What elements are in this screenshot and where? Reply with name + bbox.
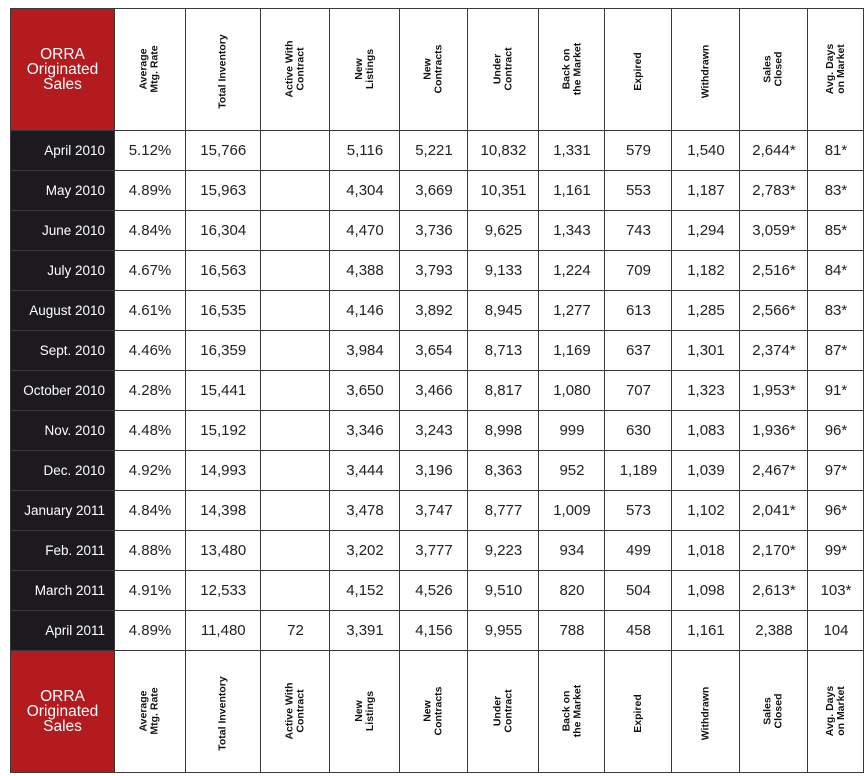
table-cell: 1,953* (740, 371, 808, 411)
column-header-label (633, 694, 644, 733)
column-header-label (825, 685, 847, 735)
column-header-line: Listings (363, 48, 376, 89)
table-cell: 14,398 (186, 491, 261, 531)
column-header-line: Contracts (432, 43, 445, 94)
table-cell: 1,169 (539, 331, 605, 371)
table-cell: 8,998 (468, 411, 539, 451)
table-cell: 709 (605, 251, 672, 291)
month-label: January 2011 (11, 491, 115, 531)
column-header-label (492, 47, 514, 90)
table-cell: 707 (605, 371, 672, 411)
table-cell: 1,161 (672, 611, 740, 651)
table-cell: 81* (808, 131, 864, 171)
table-cell: 1,189 (605, 451, 672, 491)
table-cell: 83* (808, 171, 864, 211)
table-cell: 4.88% (115, 531, 186, 571)
table-row (11, 211, 864, 251)
month-label: July 2010 (11, 251, 115, 291)
column-header-line: Active With (283, 39, 296, 98)
column-header-line: Total Inventory (216, 33, 229, 109)
column-header-line: New (352, 699, 365, 722)
month-label: June 2010 (11, 211, 115, 251)
table-cell: 1,540 (672, 131, 740, 171)
month-label: March 2011 (11, 571, 115, 611)
table-cell: 999 (539, 411, 605, 451)
table-row (11, 571, 864, 611)
top-column-header (330, 9, 400, 131)
column-header-label (354, 690, 376, 730)
table-cell: 820 (539, 571, 605, 611)
brand-text-line3: Sales (43, 718, 82, 735)
table-cell: 1,083 (672, 411, 740, 451)
table-cell: 8,363 (468, 451, 539, 491)
column-header-line: Average (138, 689, 150, 732)
table-cell: 91* (808, 371, 864, 411)
table-cell (261, 251, 330, 291)
column-header-label (354, 48, 376, 88)
table-cell: 4,146 (330, 291, 400, 331)
column-header-line: Under (491, 53, 504, 84)
column-header-label (423, 686, 445, 735)
table-cell: 99* (808, 531, 864, 571)
table-cell: 8,777 (468, 491, 539, 531)
table-cell: 3,793 (400, 251, 468, 291)
bottom-column-header (115, 651, 186, 773)
table-cell: 4,156 (400, 611, 468, 651)
table-cell: 1,224 (539, 251, 605, 291)
table-cell: 9,625 (468, 211, 539, 251)
table-cell: 4.48% (115, 411, 186, 451)
column-header-line: Back on (559, 48, 572, 89)
table-cell: 3,243 (400, 411, 468, 451)
table-cell: 9,223 (468, 531, 539, 571)
table-cell: 4,152 (330, 571, 400, 611)
table-cell: 10,351 (468, 171, 539, 211)
bottom-column-header (672, 651, 740, 773)
table-cell (261, 371, 330, 411)
column-header-line: Closed (772, 50, 785, 87)
bottom-column-header (468, 651, 539, 773)
column-header-line: Contract (502, 688, 515, 733)
month-label: October 2010 (11, 371, 115, 411)
table-cell: 13,480 (186, 531, 261, 571)
table-cell: 573 (605, 491, 672, 531)
table-cell: 5,116 (330, 131, 400, 171)
bottom-header-row (11, 651, 864, 773)
table-cell: 15,441 (186, 371, 261, 411)
table-cell: 630 (605, 411, 672, 451)
table-cell: 8,817 (468, 371, 539, 411)
table-cell: 4.89% (115, 171, 186, 211)
column-header-line: Expired (631, 693, 644, 733)
bottom-column-header (808, 651, 864, 773)
table-cell (261, 451, 330, 491)
column-header-label (763, 693, 785, 728)
table-cell: 97* (808, 451, 864, 491)
table-cell: 9,510 (468, 571, 539, 611)
top-column-header (672, 9, 740, 131)
table-cell: 1,285 (672, 291, 740, 331)
table-cell: 3,059* (740, 211, 808, 251)
column-header-label (825, 43, 847, 93)
column-header-label (218, 676, 229, 750)
table-cell: 952 (539, 451, 605, 491)
bottom-column-header (740, 651, 808, 773)
month-label: Dec. 2010 (11, 451, 115, 491)
table-cell: 2,644* (740, 131, 808, 171)
top-brand-cell (11, 9, 115, 131)
table-cell (261, 491, 330, 531)
table-cell: 3,984 (330, 331, 400, 371)
column-header-line: the Market (570, 684, 583, 737)
bottom-column-header (261, 651, 330, 773)
table-cell: 1,301 (672, 331, 740, 371)
brand-text-line1: ORRA (40, 688, 85, 705)
column-header-line: Contracts (432, 685, 445, 736)
table-row (11, 331, 864, 371)
table-cell: 87* (808, 331, 864, 371)
table-cell: 15,192 (186, 411, 261, 451)
sales-table-container (10, 8, 864, 773)
column-header-line: Sales (761, 54, 774, 83)
column-header-line: Contract (294, 46, 307, 91)
column-header-line: on Market (834, 43, 847, 94)
top-column-header (605, 9, 672, 131)
table-cell: 4.61% (115, 291, 186, 331)
table-cell (261, 531, 330, 571)
table-cell: 579 (605, 131, 672, 171)
column-header-line: Contract (502, 46, 515, 91)
table-cell: 4.89% (115, 611, 186, 651)
table-row (11, 251, 864, 291)
table-cell: 72 (261, 611, 330, 651)
table-cell: 1,182 (672, 251, 740, 291)
table-cell: 2,516* (740, 251, 808, 291)
table-cell: 1,098 (672, 571, 740, 611)
column-header-line: Withdrawn (699, 686, 712, 740)
column-header-line: Listings (363, 690, 376, 731)
table-cell: 458 (605, 611, 672, 651)
bottom-column-header (605, 651, 672, 773)
table-cell: 4.67% (115, 251, 186, 291)
column-header-label (423, 44, 445, 93)
column-header-line: Expired (631, 51, 644, 91)
table-cell: 788 (539, 611, 605, 651)
table-cell: 4.84% (115, 491, 186, 531)
table-cell: 3,777 (400, 531, 468, 571)
table-cell: 3,736 (400, 211, 468, 251)
column-header-line: New (421, 699, 434, 722)
column-header-label (561, 684, 583, 737)
top-column-header (468, 9, 539, 131)
column-header-line: New (421, 57, 434, 80)
table-cell: 3,346 (330, 411, 400, 451)
month-label: August 2010 (11, 291, 115, 331)
table-cell: 3,892 (400, 291, 468, 331)
table-cell: 5,221 (400, 131, 468, 171)
table-cell: 1,294 (672, 211, 740, 251)
table-cell: 103* (808, 571, 864, 611)
table-cell: 3,747 (400, 491, 468, 531)
column-header-line: Back on (559, 690, 572, 731)
table-row (11, 411, 864, 451)
table-cell: 1,936* (740, 411, 808, 451)
table-cell: 3,196 (400, 451, 468, 491)
table-cell: 9,133 (468, 251, 539, 291)
table-cell: 1,187 (672, 171, 740, 211)
table-cell: 11,480 (186, 611, 261, 651)
column-header-line: Under (491, 695, 504, 726)
table-cell: 5.12% (115, 131, 186, 171)
column-header-label (492, 689, 514, 732)
table-cell: 3,444 (330, 451, 400, 491)
table-cell: 12,533 (186, 571, 261, 611)
month-label: April 2010 (11, 131, 115, 171)
month-label: Sept. 2010 (11, 331, 115, 371)
month-label: Feb. 2011 (11, 531, 115, 571)
table-cell (261, 571, 330, 611)
table-cell: 3,391 (330, 611, 400, 651)
table-cell: 743 (605, 211, 672, 251)
column-header-line: Total Inventory (216, 675, 229, 751)
table-cell: 83* (808, 291, 864, 331)
table-cell: 1,080 (539, 371, 605, 411)
table-cell: 16,304 (186, 211, 261, 251)
top-column-header (186, 9, 261, 131)
column-header-label (139, 45, 161, 92)
table-cell: 14,993 (186, 451, 261, 491)
table-cell: 1,343 (539, 211, 605, 251)
table-cell: 2,170* (740, 531, 808, 571)
orra-sales-table (10, 8, 864, 773)
column-header-label (700, 44, 711, 98)
table-cell: 2,388 (740, 611, 808, 651)
bottom-column-header (539, 651, 605, 773)
brand-text-line2: Originated (26, 61, 99, 78)
table-cell: 3,650 (330, 371, 400, 411)
table-cell: 15,766 (186, 131, 261, 171)
table-cell: 4.91% (115, 571, 186, 611)
bottom-brand-cell (11, 651, 115, 773)
table-cell: 2,467* (740, 451, 808, 491)
table-cell: 613 (605, 291, 672, 331)
table-cell: 3,202 (330, 531, 400, 571)
column-header-line: Avg. Days (823, 43, 836, 94)
table-cell: 1,323 (672, 371, 740, 411)
table-cell: 9,955 (468, 611, 539, 651)
column-header-label (284, 40, 306, 97)
table-cell: 3,669 (400, 171, 468, 211)
top-column-header (115, 9, 186, 131)
column-header-line: New (352, 57, 365, 80)
column-header-line: Closed (772, 692, 785, 729)
table-row (11, 611, 864, 651)
column-header-label (561, 42, 583, 95)
table-cell: 1,331 (539, 131, 605, 171)
table-row (11, 451, 864, 491)
table-row (11, 291, 864, 331)
table-cell: 16,359 (186, 331, 261, 371)
table-row (11, 531, 864, 571)
table-cell: 96* (808, 411, 864, 451)
table-row (11, 171, 864, 211)
column-header-line: Mtg. Rate (149, 44, 161, 93)
table-cell: 4,304 (330, 171, 400, 211)
table-cell: 2,374* (740, 331, 808, 371)
top-column-header (261, 9, 330, 131)
brand-text-line2: Originated (26, 703, 99, 720)
column-header-line: Mtg. Rate (149, 686, 161, 735)
table-cell: 934 (539, 531, 605, 571)
table-cell: 10,832 (468, 131, 539, 171)
table-cell: 104 (808, 611, 864, 651)
bottom-column-header (186, 651, 261, 773)
table-cell: 637 (605, 331, 672, 371)
table-cell: 8,713 (468, 331, 539, 371)
column-header-line: the Market (570, 42, 583, 95)
table-cell: 16,535 (186, 291, 261, 331)
table-cell: 8,945 (468, 291, 539, 331)
column-header-label (284, 682, 306, 739)
column-header-label (700, 686, 711, 740)
table-cell: 96* (808, 491, 864, 531)
table-cell: 1,277 (539, 291, 605, 331)
top-header-row (11, 9, 864, 131)
table-cell: 3,654 (400, 331, 468, 371)
top-column-header (808, 9, 864, 131)
column-header-line: Sales (761, 696, 774, 725)
table-row (11, 491, 864, 531)
top-column-header (400, 9, 468, 131)
table-cell: 2,041* (740, 491, 808, 531)
table-cell: 1,009 (539, 491, 605, 531)
table-cell (261, 211, 330, 251)
column-header-line: Withdrawn (699, 44, 712, 98)
table-cell: 84* (808, 251, 864, 291)
column-header-label (633, 52, 644, 91)
column-header-line: Average (138, 47, 150, 90)
column-header-line: on Market (834, 685, 847, 736)
table-cell: 4,388 (330, 251, 400, 291)
brand-text-line1: ORRA (40, 46, 85, 63)
month-label: Nov. 2010 (11, 411, 115, 451)
table-cell: 3,466 (400, 371, 468, 411)
bottom-column-header (400, 651, 468, 773)
table-cell: 2,783* (740, 171, 808, 211)
table-cell: 1,039 (672, 451, 740, 491)
table-cell: 1,018 (672, 531, 740, 571)
table-cell: 4.84% (115, 211, 186, 251)
brand-text-line3: Sales (43, 76, 82, 93)
month-label: May 2010 (11, 171, 115, 211)
table-cell: 2,566* (740, 291, 808, 331)
table-cell: 16,563 (186, 251, 261, 291)
column-header-line: Active With (283, 681, 296, 740)
month-label: April 2011 (11, 611, 115, 651)
table-cell (261, 331, 330, 371)
table-cell: 4.46% (115, 331, 186, 371)
table-cell: 3,478 (330, 491, 400, 531)
bottom-column-header (330, 651, 400, 773)
table-cell: 4,526 (400, 571, 468, 611)
table-cell: 4.28% (115, 371, 186, 411)
column-header-line: Contract (294, 688, 307, 733)
column-header-label (218, 34, 229, 108)
table-cell: 4,470 (330, 211, 400, 251)
column-header-label (139, 687, 161, 734)
column-header-line: Avg. Days (823, 685, 836, 736)
table-cell: 499 (605, 531, 672, 571)
table-cell (261, 171, 330, 211)
table-cell: 553 (605, 171, 672, 211)
table-cell (261, 411, 330, 451)
table-cell (261, 291, 330, 331)
table-cell: 85* (808, 211, 864, 251)
column-header-label (763, 51, 785, 86)
table-row (11, 131, 864, 171)
table-cell: 1,102 (672, 491, 740, 531)
table-cell: 15,963 (186, 171, 261, 211)
table-cell: 504 (605, 571, 672, 611)
top-column-header (740, 9, 808, 131)
table-cell: 2,613* (740, 571, 808, 611)
table-row (11, 371, 864, 411)
table-cell: 1,161 (539, 171, 605, 211)
table-cell (261, 131, 330, 171)
table-cell: 4.92% (115, 451, 186, 491)
top-column-header (539, 9, 605, 131)
